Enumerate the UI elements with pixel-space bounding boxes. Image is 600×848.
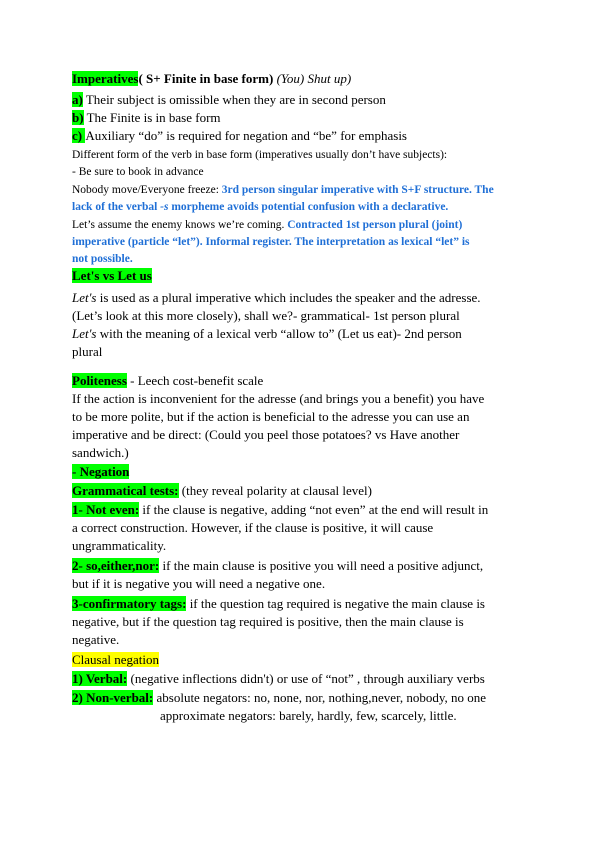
grammatical-tests-text: (they reveal polarity at clausal level) bbox=[178, 483, 372, 498]
verbal-text: (negative inflections didn't) or use of “not” , through auxiliary verbs bbox=[127, 671, 485, 686]
imperatives-point-b bbox=[72, 109, 221, 127]
lets-line-3 bbox=[72, 325, 462, 343]
test-1-line-2: a correct construction. However, if the clause is positive, it will cause bbox=[72, 520, 434, 535]
politeness-line-3: imperative and be direct: (Could you peel those potatoes? vs Have another bbox=[72, 427, 460, 442]
point-a-label: a) bbox=[72, 92, 83, 107]
test-3-line-1 bbox=[72, 595, 485, 613]
test-1-line-1 bbox=[72, 501, 488, 519]
assume-line-1 bbox=[72, 216, 462, 234]
assume-line-2 bbox=[72, 233, 470, 251]
test-2-line-2: but if it is negative you will need a negative one. bbox=[72, 576, 326, 591]
lets-line-4: plural bbox=[72, 344, 103, 359]
nobody-text: Nobody move/Everyone freeze: bbox=[72, 184, 222, 196]
nobody-note-1: 3rd person singular imperative with S+F structure. The bbox=[221, 184, 494, 196]
different-form-line: Different form of the verb in base form (imperatives usually don’t have subjects): bbox=[72, 149, 448, 161]
imperatives-heading: Imperatives bbox=[72, 71, 139, 86]
lets-term-1: Let's bbox=[72, 290, 97, 305]
imperatives-point-a bbox=[72, 91, 386, 109]
grammatical-tests-line bbox=[72, 482, 372, 500]
politeness-line-4: sandwich.) bbox=[72, 445, 129, 460]
imperatives-point-c bbox=[72, 127, 407, 145]
grammatical-tests-label: Grammatical tests: bbox=[72, 483, 179, 498]
test-2-line-1 bbox=[72, 557, 483, 575]
politeness-subtitle: - Leech cost-benefit scale bbox=[126, 373, 264, 388]
test-1-label: 1- Not even: bbox=[72, 502, 140, 517]
lets-line-1 bbox=[72, 289, 481, 307]
test-2-text-a: if the main clause is positive you will need a positive adjunct, bbox=[159, 558, 484, 573]
imperatives-heading-line bbox=[72, 70, 351, 88]
test-1-text-a: if the clause is negative, adding “not even” at the end will result in bbox=[139, 502, 489, 517]
imperatives-structure: ( S+ Finite in base form) bbox=[138, 71, 274, 86]
be-sure-line: - Be sure to book in advance bbox=[72, 166, 204, 178]
point-b-label: b) bbox=[72, 110, 84, 125]
negation-heading: - Negation bbox=[72, 464, 130, 479]
test-2-label: 2- so,either,nor: bbox=[72, 558, 160, 573]
non-verbal-negation-line bbox=[72, 689, 486, 707]
lets-text-3: with the meaning of a lexical verb “allow to” (Let us eat)- 2nd person bbox=[96, 326, 462, 341]
non-verbal-text: absolute negators: no, none, nor, nothing,never, nobody, no one bbox=[153, 690, 487, 705]
verbal-negation-line bbox=[72, 670, 485, 688]
assume-text: Let’s assume the enemy knows we’re coming. bbox=[72, 219, 288, 231]
lets-text-1: is used as a plural imperative which includes the speaker and the adresse. bbox=[96, 290, 481, 305]
point-a-text: Their subject is omissible when they are in second person bbox=[82, 92, 386, 107]
assume-note-2: imperative (particle “let”). Informal register. The interpretation as lexical “let” is bbox=[72, 236, 470, 248]
assume-note-3: not possible. bbox=[72, 253, 133, 265]
clausal-negation-heading: Clausal negation bbox=[72, 652, 160, 667]
lets-heading-line bbox=[72, 267, 152, 285]
nobody-note-2-post: morpheme avoids potential confusion with a declarative. bbox=[168, 201, 449, 213]
politeness-heading: Politeness bbox=[72, 373, 127, 388]
imperatives-example: (You) Shut up) bbox=[276, 71, 352, 86]
politeness-line-1: If the action is inconvenient for the adresse (and brings you a benefit) you have bbox=[72, 391, 485, 406]
test-1-line-3: ungrammaticality. bbox=[72, 538, 167, 553]
approximate-negators-line: approximate negators: barely, hardly, few, scarcely, little. bbox=[160, 708, 457, 723]
lets-heading: Let's vs Let us bbox=[72, 268, 152, 283]
lets-line-2: (Let’s look at this more closely), shall we?- grammatical- 1st person plural bbox=[72, 308, 460, 323]
assume-note-1: Contracted 1st person plural (joint) bbox=[287, 219, 463, 231]
verbal-label: 1) Verbal: bbox=[72, 671, 128, 686]
nobody-line-2 bbox=[72, 198, 448, 216]
nobody-note-2-s: -s bbox=[160, 201, 169, 213]
negation-heading-line bbox=[72, 463, 129, 481]
test-3-line-3: negative. bbox=[72, 632, 120, 647]
test-3-label: 3-confirmatory tags: bbox=[72, 596, 187, 611]
politeness-line-2: to be more polite, but if the action is beneficial to the adresse you can use an bbox=[72, 409, 470, 424]
point-c-label: c) bbox=[72, 128, 86, 143]
point-c-text: Auxiliary “do” is required for negation and “be” for emphasis bbox=[85, 128, 407, 143]
lets-term-2: Let's bbox=[72, 326, 97, 341]
nobody-note-2-pre: lack of the verbal bbox=[72, 201, 161, 213]
politeness-heading-line bbox=[72, 372, 263, 390]
test-3-text-a: if the question tag required is negative the main clause is bbox=[186, 596, 485, 611]
clausal-negation-line bbox=[72, 651, 159, 669]
test-3-line-2: negative, but if the question tag required is positive, then the main clause is bbox=[72, 614, 464, 629]
assume-line-3 bbox=[72, 250, 133, 268]
non-verbal-label: 2) Non-verbal: bbox=[72, 690, 154, 705]
point-b-text: The Finite is in base form bbox=[83, 110, 221, 125]
nobody-line-1 bbox=[72, 181, 494, 199]
